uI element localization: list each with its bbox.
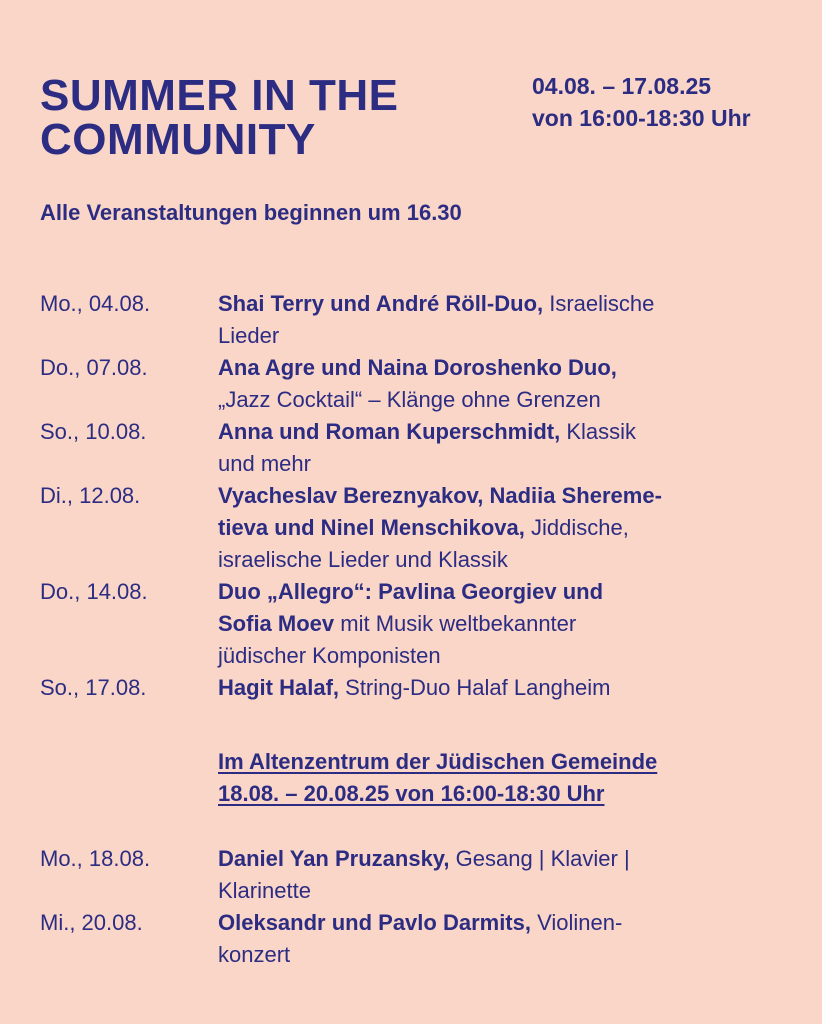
description-line — [218, 480, 758, 512]
description-text: mit Musik weltbekannter — [334, 611, 577, 636]
page-title — [40, 71, 520, 164]
performer-name: Duo „Allegro“: Pavlina Georgiev und — [218, 579, 604, 604]
description-line — [218, 352, 758, 384]
description-line — [218, 640, 758, 672]
event-date: Do., 07.08. — [40, 355, 148, 380]
description-line — [218, 672, 758, 704]
event-description — [218, 288, 758, 352]
performer-name: tieva und Ninel Menschikova, — [218, 515, 525, 540]
event-description — [218, 416, 758, 480]
description-line — [218, 448, 758, 480]
event-date: Mo., 04.08. — [40, 291, 151, 316]
venue-heading — [218, 746, 657, 810]
description-line — [218, 576, 758, 608]
event-description — [218, 672, 758, 704]
event-row — [40, 672, 780, 704]
performer-name: Oleksandr und Pavlo Darmits, — [218, 910, 531, 935]
event-row — [40, 480, 780, 576]
description-text: String-Duo Halaf Langheim — [339, 675, 611, 700]
event-date: Do., 14.08. — [40, 579, 148, 604]
event-date: Di., 12.08. — [40, 483, 141, 508]
description-line — [218, 544, 758, 576]
title-line-1: SUMMER IN THE — [40, 71, 399, 120]
description-text: „Jazz Cocktail“ – Klänge ohne Grenzen — [218, 387, 601, 412]
event-row — [40, 352, 780, 416]
description-text: israelische Lieder und Klassik — [218, 547, 508, 572]
description-line — [218, 320, 758, 352]
description-line — [218, 907, 758, 939]
description-line — [218, 384, 758, 416]
description-line — [218, 843, 758, 875]
venue-line-2: 18.08. – 20.08.25 von 16:00-18:30 Uhr — [218, 781, 605, 806]
description-line — [218, 512, 758, 544]
description-text: und mehr — [218, 451, 311, 476]
description-line — [218, 288, 758, 320]
description-text: Lieder — [218, 323, 280, 348]
event-row — [40, 288, 780, 352]
event-date: So., 10.08. — [40, 419, 147, 444]
event-description — [218, 843, 758, 907]
venue-line-1: Im Altenzentrum der Jüdischen Gemeinde — [218, 749, 658, 774]
description-text: Jiddische, — [524, 515, 629, 540]
description-text: jüdischer Komponisten — [218, 643, 441, 668]
event-date: Mo., 18.08. — [40, 846, 151, 871]
performer-name: Vyacheslav Bereznyakov, Nadiia Shereme- — [218, 483, 662, 508]
description-text: konzert — [218, 942, 291, 967]
event-description — [218, 352, 758, 416]
event-date: So., 17.08. — [40, 675, 147, 700]
description-text: Gesang | Klavier | — [449, 846, 630, 871]
performer-name: Shai Terry und André Röll-Duo, — [218, 291, 544, 316]
description-text: Klarinette — [218, 878, 311, 903]
description-text: Violinen- — [530, 910, 623, 935]
event-description — [218, 576, 758, 672]
event-list-2 — [40, 843, 780, 971]
event-row — [40, 416, 780, 480]
description-text: Israelische — [543, 291, 655, 316]
performer-name: Anna und Roman Kuperschmidt, — [218, 419, 561, 444]
title-line-2: COMMUNITY — [40, 115, 316, 164]
event-date: Mi., 20.08. — [40, 910, 143, 935]
event-row — [40, 907, 780, 971]
event-row — [40, 843, 780, 907]
performer-name: Hagit Halaf, — [218, 675, 340, 700]
event-description — [218, 907, 758, 971]
time-range: von 16:00-18:30 Uhr — [532, 105, 751, 131]
event-list-1 — [40, 288, 780, 704]
performer-name: Sofia Moev — [218, 611, 335, 636]
subtitle: Alle Veranstaltungen beginnen um 16.30 — [40, 200, 462, 225]
description-line — [218, 875, 758, 907]
description-line — [218, 608, 758, 640]
event-row — [40, 576, 780, 672]
description-line — [218, 416, 758, 448]
performer-name: Daniel Yan Pruzansky, — [218, 846, 450, 871]
event-description — [218, 480, 758, 576]
date-range: 04.08. – 17.08.25 — [532, 73, 712, 99]
description-text: Klassik — [560, 419, 637, 444]
performer-name: Ana Agre und Naina Doroshenko Duo, — [218, 355, 617, 380]
description-line — [218, 939, 758, 971]
date-time-block — [532, 70, 751, 134]
